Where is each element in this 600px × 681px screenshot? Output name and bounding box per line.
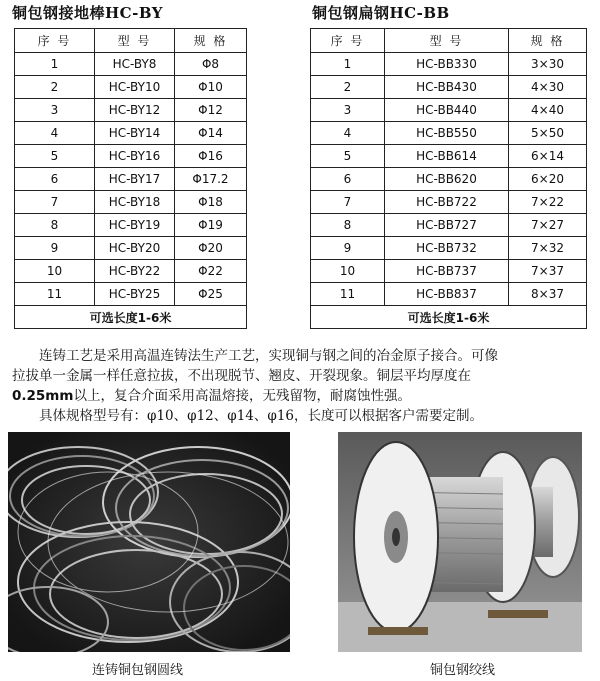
row-index: 7 — [311, 191, 385, 214]
row-spec: 5×50 — [509, 122, 587, 145]
table-row — [311, 260, 587, 283]
row-model: HC-BB620 — [385, 168, 509, 191]
table-row — [311, 214, 587, 237]
row-model: HC-BY19 — [95, 214, 175, 237]
row-spec: Φ8 — [175, 53, 247, 76]
row-model: HC-BY18 — [95, 191, 175, 214]
table-row — [15, 99, 247, 122]
row-index: 10 — [15, 260, 95, 283]
row-spec: 6×14 — [509, 145, 587, 168]
row-spec: Φ12 — [175, 99, 247, 122]
row-index: 9 — [311, 237, 385, 260]
row-model: HC-BY8 — [95, 53, 175, 76]
header-index: 序 号 — [311, 29, 385, 53]
row-spec: Φ18 — [175, 191, 247, 214]
row-model: HC-BY16 — [95, 145, 175, 168]
table-row — [15, 145, 247, 168]
header-spec: 规 格 — [509, 29, 587, 53]
row-model: HC-BB727 — [385, 214, 509, 237]
description-line-2: 拉拔单一金属一样任意拉拔，不出现脱节、翘皮、开裂现象。铜层平均厚度在 — [12, 368, 471, 384]
table-row — [15, 168, 247, 191]
row-spec: 8×37 — [509, 283, 587, 306]
row-index: 2 — [15, 76, 95, 99]
row-index: 4 — [311, 122, 385, 145]
table-row — [311, 168, 587, 191]
row-index: 10 — [311, 260, 385, 283]
row-spec: 4×40 — [509, 99, 587, 122]
row-spec: 7×22 — [509, 191, 587, 214]
grounding-rod-spec-table — [14, 28, 247, 329]
row-model: HC-BB722 — [385, 191, 509, 214]
row-spec: Φ14 — [175, 122, 247, 145]
table-row — [311, 122, 587, 145]
row-index: 8 — [311, 214, 385, 237]
table-row — [15, 76, 247, 99]
length-note: 可选长度1-6米 — [311, 306, 587, 329]
row-index: 3 — [15, 99, 95, 122]
row-model: HC-BY22 — [95, 260, 175, 283]
row-index: 11 — [15, 283, 95, 306]
table-row — [311, 283, 587, 306]
table-row — [311, 76, 587, 99]
table-row — [311, 99, 587, 122]
row-index: 1 — [15, 53, 95, 76]
row-spec: Φ25 — [175, 283, 247, 306]
description-line-3-text: 以上，复合介面采用高温熔接，无残留物，耐腐蚀性强。 — [73, 388, 411, 404]
row-model: HC-BB550 — [385, 122, 509, 145]
row-spec: Φ16 — [175, 145, 247, 168]
row-model: HC-BY10 — [95, 76, 175, 99]
row-spec: 7×37 — [509, 260, 587, 283]
description-line-3 — [12, 386, 590, 406]
copper-clad-steel-strand-spools-photo — [338, 432, 582, 652]
table-row — [311, 53, 587, 76]
row-index: 6 — [15, 168, 95, 191]
table-footer-row — [15, 306, 247, 329]
header-spec: 规 格 — [175, 29, 247, 53]
header-model: 型 号 — [95, 29, 175, 53]
row-index: 5 — [311, 145, 385, 168]
row-spec: Φ20 — [175, 237, 247, 260]
table-row — [15, 53, 247, 76]
row-model: HC-BY25 — [95, 283, 175, 306]
left-table-title: 铜包钢接地棒HC-BY — [12, 4, 163, 22]
row-model: HC-BB330 — [385, 53, 509, 76]
row-index: 9 — [15, 237, 95, 260]
row-model: HC-BB737 — [385, 260, 509, 283]
description-line-1: 连铸工艺是采用高温连铸法生产工艺，实现铜与钢之间的冶金原子接合。可像 — [12, 348, 498, 364]
row-spec: 6×20 — [509, 168, 587, 191]
table-row — [311, 191, 587, 214]
row-model: HC-BB614 — [385, 145, 509, 168]
flat-steel-spec-table — [310, 28, 587, 329]
table-header-row — [311, 29, 587, 53]
table-row — [15, 122, 247, 145]
left-photo-caption: 连铸铜包钢圆线 — [92, 663, 184, 678]
row-spec: Φ22 — [175, 260, 247, 283]
table-row — [15, 191, 247, 214]
row-spec: 3×30 — [509, 53, 587, 76]
row-model: HC-BY12 — [95, 99, 175, 122]
header-index: 序 号 — [15, 29, 95, 53]
thickness-value: 0.25mm — [12, 388, 74, 404]
table-header-row — [15, 29, 247, 53]
row-spec: Φ19 — [175, 214, 247, 237]
row-spec: 7×32 — [509, 237, 587, 260]
table-row — [15, 283, 247, 306]
row-index: 2 — [311, 76, 385, 99]
row-model: HC-BB732 — [385, 237, 509, 260]
row-index: 3 — [311, 99, 385, 122]
table-row — [15, 260, 247, 283]
row-model: HC-BB430 — [385, 76, 509, 99]
table-row — [311, 237, 587, 260]
right-photo-caption: 铜包钢绞线 — [430, 663, 496, 678]
header-model: 型 号 — [385, 29, 509, 53]
table-row — [311, 145, 587, 168]
table-footer-row — [311, 306, 587, 329]
copper-clad-steel-coils-photo — [8, 432, 290, 652]
description-line-4: 具体规格型号有：φ10、φ12、φ14、φ16，长度可以根据客户需要定制。 — [12, 408, 484, 424]
row-index: 7 — [15, 191, 95, 214]
row-index: 5 — [15, 145, 95, 168]
row-spec: Φ10 — [175, 76, 247, 99]
row-index: 1 — [311, 53, 385, 76]
table-row — [15, 214, 247, 237]
row-spec: Φ17.2 — [175, 168, 247, 191]
row-model: HC-BB440 — [385, 99, 509, 122]
row-index: 4 — [15, 122, 95, 145]
right-table-title: 铜包钢扁钢HC-BB — [312, 4, 450, 22]
row-model: HC-BY20 — [95, 237, 175, 260]
row-index: 6 — [311, 168, 385, 191]
table-row — [15, 237, 247, 260]
row-model: HC-BY17 — [95, 168, 175, 191]
row-index: 8 — [15, 214, 95, 237]
row-spec: 4×30 — [509, 76, 587, 99]
length-note: 可选长度1-6米 — [15, 306, 247, 329]
row-index: 11 — [311, 283, 385, 306]
row-spec: 7×27 — [509, 214, 587, 237]
row-model: HC-BY14 — [95, 122, 175, 145]
row-model: HC-BB837 — [385, 283, 509, 306]
